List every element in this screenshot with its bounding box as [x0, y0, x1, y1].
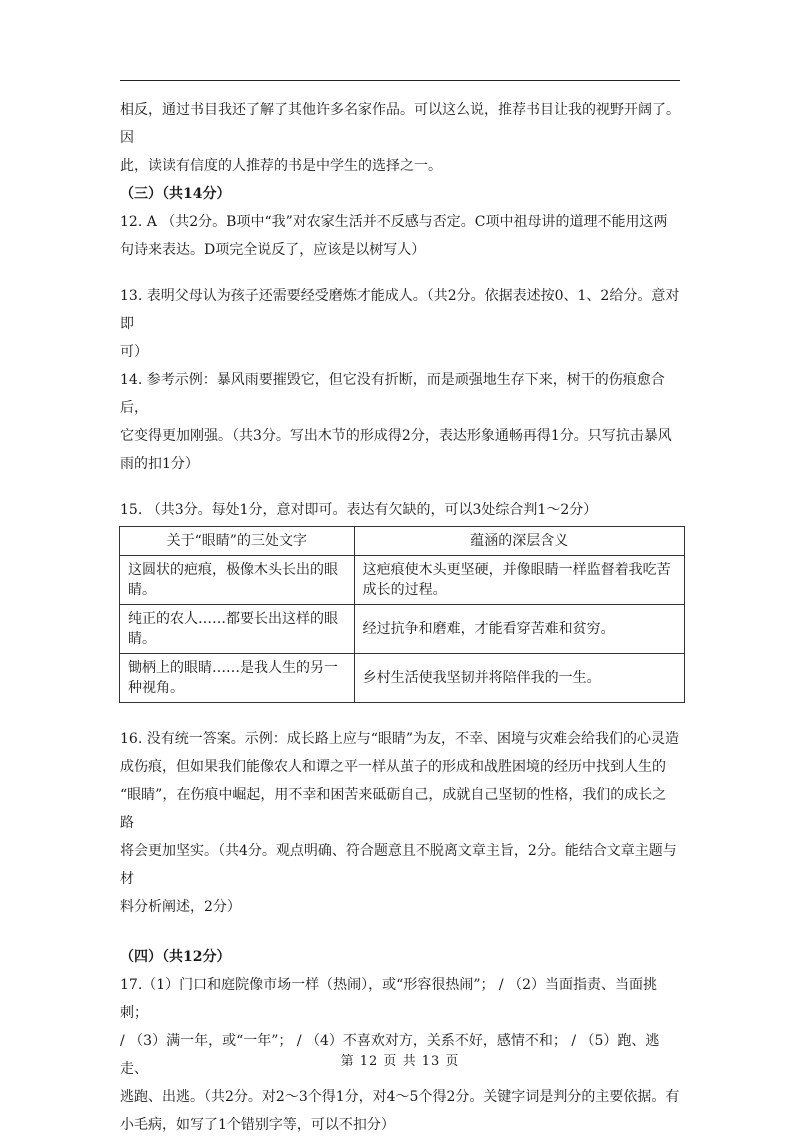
q14-line-3: 雨的扣1分）: [120, 456, 199, 472]
q15-intro: 15. （共3分。每处1分，意对即可。表达有欠缺的，可以3处综合判1～2分）: [120, 502, 598, 518]
table-header-row: [120, 527, 685, 556]
q14-line-1: 14. 参考示例：暴风雨要摧毁它，但它没有折断，而是顽强地生存下来，树干的伤痕愈合后，: [120, 372, 665, 416]
intro-line-1: 相反，通过书目我还了解了其他许多名家作品。可以这么说，推荐书目让我的视野开阔了。因: [120, 102, 680, 146]
q16-line-1: 16. 没有统一答案。示例：成长路上应与“眼睛”为友，不幸、困境与灾难会给我们的心灵造: [120, 731, 680, 747]
section-4-title: （四）（共12分）: [120, 949, 231, 965]
table-cell: 纯正的农人……都要长出这样的眼睛。: [120, 605, 355, 654]
q12-line-1: 12. A （共2分。B项中“我”对农家生活并不反感与否定。C项中祖母讲的道理不能用这两: [120, 214, 668, 230]
table-cell: 这疤痕使木头更坚硬，并像眼睛一样监督着我吃苦成长的过程。: [354, 556, 684, 605]
q14-line-2: 它变得更加刚强。（共3分。写出木节的形成得2分，表达形象通畅再得1分。只写抗击暴风: [120, 428, 672, 444]
answer-content: [120, 96, 680, 1139]
section-3-title: （三）（共14分）: [120, 186, 231, 202]
q13-line-1: 13. 表明父母认为孩子还需要经受磨炼才能成人。（共2分。依据表述按0、1、2给分。意对即: [120, 288, 680, 332]
table-row: [120, 605, 685, 654]
q12-line-2: 句诗来表达。D项完全说反了，应该是以树写人）: [120, 242, 426, 258]
table-row: [120, 556, 685, 605]
page-number-footer: 第 12 页 共 13 页: [340, 1054, 460, 1069]
table-row: [120, 654, 685, 703]
table-cell: 乡村生活使我坚韧并将陪伴我的一生。: [354, 654, 684, 703]
header-rule: [120, 80, 680, 81]
q13-line-2: 可）: [120, 344, 148, 360]
q16-line-2: 成伤痕，但如果我们能像农人和谭之平一样从茧子的形成和战胜困境的经历中找到人生的: [120, 759, 666, 775]
table-cell: 经过抗争和磨难，才能看穿苦难和贫穷。: [354, 605, 684, 654]
q16-line-3: “眼睛”，在伤痕中崛起，用不幸和困苦来砥砺自己，成就自己坚韧的性格，我们的成长之路: [120, 787, 667, 831]
q16-line-5: 料分析阐述，2分）: [120, 899, 241, 915]
table-header-cell: 关于“眼睛”的三处文字: [120, 527, 355, 556]
q16-line-4: 将会更加坚实。（共4分。观点明确、符合题意且不脱离文章主旨，2分。能结合文章主题与材: [120, 843, 677, 887]
table-cell: 这圆状的疤痕，极像木头长出的眼睛。: [120, 556, 355, 605]
q15-answer-table: [119, 526, 685, 703]
q17-line-4: 小毛病，如写了1个错别字等，可以不扣分）: [120, 1117, 395, 1133]
q17-line-1: 17.（1）门口和庭院像市场一样（热闹），或“形容很热闹”； / （2）当面指责、当面挑刺；: [120, 977, 658, 1021]
table-header-cell: 蕴涵的深层含义: [354, 527, 684, 556]
intro-line-2: 此，读读有信度的人推荐的书是中学生的选择之一。: [120, 158, 442, 174]
q17-line-2: / （3）满一年，或“一年”； / （4）不喜欢对方，关系不好，感情不和； / （5）跑、逃走、: [120, 1033, 660, 1077]
q17-line-3: 逃跑、出逃。（共2分。对2～3个得1分，对4～5个得2分。关键字词是判分的主要依据。有: [120, 1089, 680, 1105]
table-cell: 锄柄上的眼睛……是我人生的另一种视角。: [120, 654, 355, 703]
